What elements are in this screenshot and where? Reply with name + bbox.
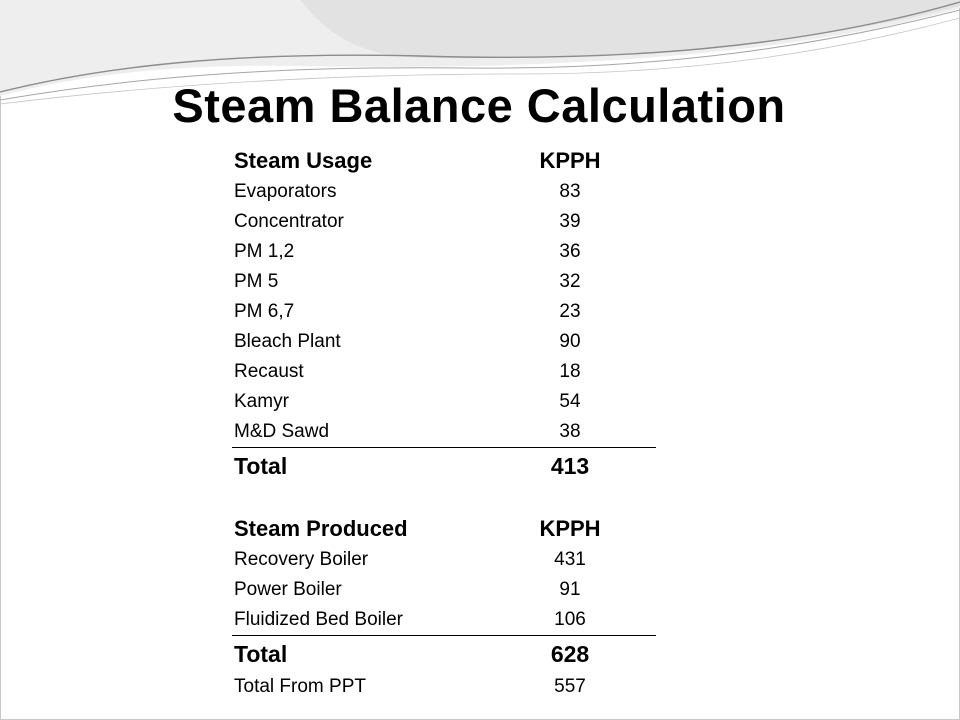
row-label: M&D Sawd — [234, 421, 330, 442]
row-value: 91 — [559, 579, 581, 600]
row-value: 90 — [559, 331, 581, 352]
table-row — [232, 177, 656, 207]
row-label: PM 5 — [234, 271, 279, 292]
row-value: 23 — [559, 301, 581, 322]
steam-usage-header-row — [232, 144, 656, 177]
steam-usage-header-unit: KPPH — [539, 148, 601, 173]
row-label: Kamyr — [234, 391, 289, 412]
table-row — [232, 417, 656, 448]
row-label: Recaust — [234, 361, 304, 382]
row-value: 83 — [559, 181, 581, 202]
total-value: 628 — [550, 641, 590, 667]
table-row — [232, 297, 656, 327]
row-label: Recovery Boiler — [234, 549, 369, 570]
table-row — [232, 545, 656, 575]
ppt-label: Total From PPT — [234, 676, 366, 697]
table-row — [232, 207, 656, 237]
row-label: Power Boiler — [234, 579, 342, 600]
ppt-value: 557 — [554, 676, 586, 697]
table-row — [232, 605, 656, 636]
row-value: 54 — [559, 391, 581, 412]
row-value: 38 — [559, 421, 581, 442]
total-value: 413 — [550, 453, 590, 479]
row-label: Evaporators — [234, 181, 337, 202]
steam-usage-total-row — [232, 448, 656, 484]
row-label: Concentrator — [234, 211, 344, 232]
table-row — [232, 387, 656, 417]
steam-produced-total-row — [232, 636, 656, 672]
row-label: Fluidized Bed Boiler — [234, 609, 403, 630]
row-value: 431 — [554, 549, 586, 570]
steam-balance-table — [232, 144, 656, 702]
row-label: Bleach Plant — [234, 331, 341, 352]
row-value: 32 — [559, 271, 581, 292]
table-row — [232, 327, 656, 357]
table-row — [232, 575, 656, 605]
row-value: 18 — [559, 361, 581, 382]
steam-produced-header-row — [232, 512, 656, 545]
steam-produced-header-unit: KPPH — [539, 516, 601, 541]
table-row — [232, 267, 656, 297]
page-title: Steam Balance Calculation — [172, 79, 786, 132]
steam-usage-header-label: Steam Usage — [234, 148, 373, 173]
row-value: 36 — [559, 241, 581, 262]
table-row — [232, 237, 656, 267]
section-spacer — [232, 484, 656, 512]
row-label: PM 6,7 — [234, 301, 295, 322]
row-value: 106 — [554, 609, 586, 630]
row-value: 39 — [559, 211, 581, 232]
total-label: Total — [234, 641, 288, 667]
row-label: PM 1,2 — [234, 241, 295, 262]
total-label: Total — [234, 453, 288, 479]
table-row — [232, 357, 656, 387]
steam-produced-header-label: Steam Produced — [234, 516, 408, 541]
total-from-ppt-row — [232, 672, 656, 702]
